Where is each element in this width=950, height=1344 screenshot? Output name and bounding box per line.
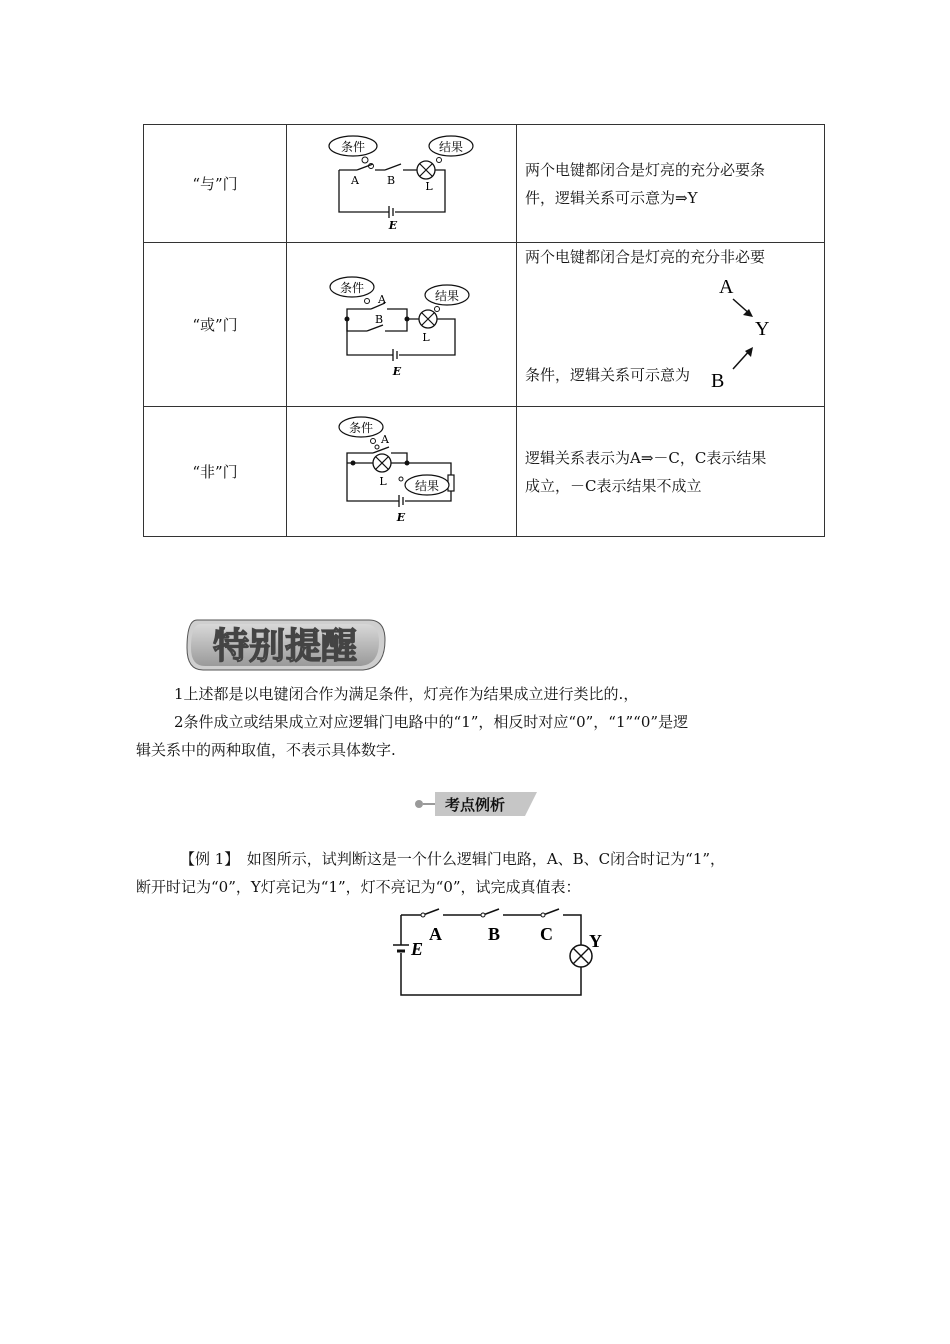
section-title: 考点例析 (444, 796, 506, 814)
or-gate-circuit-diagram (287, 265, 516, 385)
not-description (517, 407, 825, 537)
and-circuit-cell (287, 125, 517, 243)
battery-e-label: E (392, 364, 402, 378)
table-row-not (144, 407, 825, 537)
switch-b-label: B (488, 924, 501, 944)
and-desc-line2: 件，逻辑关系可示意为⇒Y (525, 188, 698, 207)
example-line2: 断开时记为“0”，Y灯亮记为“1”，灯不亮记为“0”，试完成真值表： (136, 878, 581, 896)
or-description (517, 243, 825, 407)
banner-title: 特别提醒 (212, 626, 358, 667)
reminder-note-2-line1: 2条件成立或结果成立对应逻辑门电路中的“1”，相反时对应“0”，“1”“0”是逻 (174, 713, 689, 731)
section-heading-kaodian (415, 790, 540, 818)
gate-name-or: “或”门 (144, 243, 287, 407)
arrow-a-label: A (719, 276, 734, 298)
battery-e-label: E (411, 939, 424, 959)
or-desc-line2: 条件，逻辑关系可示意为 (525, 366, 691, 384)
arrow-b-label: B (711, 370, 725, 391)
example-line1: 【例 1】 如图所示，试判断这是一个什么逻辑门电路，A、B、C闭合时记为“1”， (180, 850, 726, 868)
switch-a-label: A (429, 924, 442, 944)
not-desc-line2: 成立，－C表示结果不成立 (525, 476, 702, 495)
lamp-l-label: L (425, 179, 433, 193)
switch-a-label: A (381, 432, 389, 446)
or-desc-line1: 两个电键都闭合是灯亮的充分非必要 (525, 248, 766, 266)
battery-e-label: E (396, 510, 406, 524)
cond-bubble-label: 条件 (339, 280, 365, 295)
not-circuit-cell (287, 407, 517, 537)
arrow-y-label: Y (755, 318, 770, 340)
and-description (517, 125, 825, 243)
and-gate-circuit-diagram (287, 126, 516, 242)
table-row-and (144, 125, 825, 243)
or-circuit-cell (287, 243, 517, 407)
example-1 (136, 845, 816, 901)
result-bubble-label: 结果 (414, 478, 440, 493)
switch-c-label: C (540, 924, 553, 944)
battery-e-label: E (388, 218, 398, 232)
lamp-y-label: Y (589, 931, 602, 951)
or-logic-arrow-diagram (705, 269, 775, 391)
cond-bubble-label: 条件 (340, 139, 366, 154)
logic-gate-table (143, 124, 825, 537)
special-reminder-banner (183, 614, 388, 674)
table-row-or (144, 243, 825, 407)
lamp-l-label: L (379, 474, 387, 488)
gate-name-and: “与”门 (144, 125, 287, 243)
reminder-note-1: 1上述都是以电键闭合作为满足条件，灯亮作为结果成立进行类比的.， (174, 685, 639, 703)
result-bubble-label: 结果 (434, 288, 460, 303)
cond-bubble-label: 条件 (348, 420, 374, 435)
and-desc-line1: 两个电键都闭合是灯亮的充分必要条 (525, 160, 766, 179)
lamp-l-label: L (422, 330, 430, 344)
switch-b-label: B (386, 173, 396, 187)
reminder-note-2-line2: 辑关系中的两种取值，不表示具体数字. (136, 741, 396, 759)
result-bubble-label: 结果 (438, 139, 464, 154)
not-gate-circuit-diagram (287, 409, 516, 535)
switch-a-label: A (351, 173, 359, 187)
not-desc-line1: 逻辑关系表示为A⇒－C，C表示结果 (525, 448, 767, 467)
switch-b-label: B (374, 312, 384, 326)
switch-a-label: A (378, 292, 386, 306)
gate-name-not: “非”门 (144, 407, 287, 537)
example-series-circuit-diagram (385, 905, 615, 1005)
